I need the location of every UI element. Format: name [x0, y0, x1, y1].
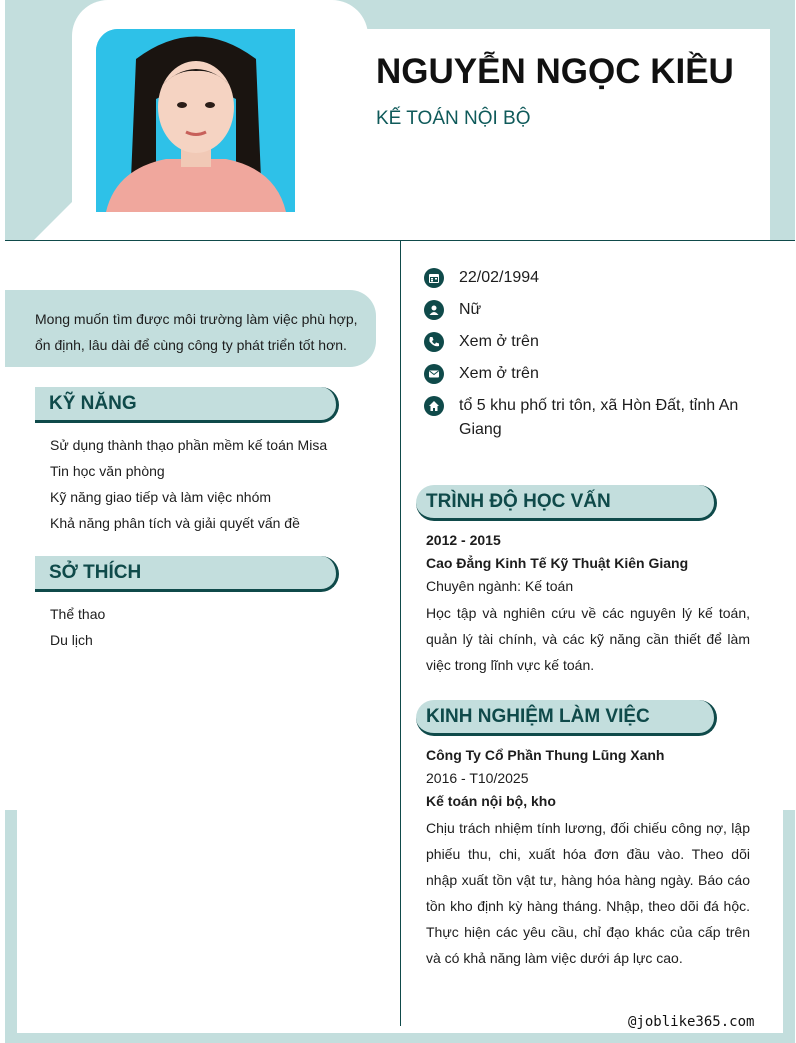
list-item: Khả năng phân tích và giải quyết vấn đề — [50, 515, 300, 531]
education-entry — [426, 529, 750, 678]
email-text: Xem ở trên — [459, 365, 539, 382]
experience-description: Chịu trách nhiệm tính lương, đối chiếu công nợ, lập phiếu thu, chi, xuất hóa đơn đầu vào. Theo dõi nhập xuất tồn vật tư, hàng hóa hàng ngày. Báo cáo tồn kho định kỳ hàng tháng. Nhập, theo dõi đá hộc. Thực hiện các yêu cầu, chỉ đạo khác của cấp trên và có khả năng làm việc dưới áp lực cao. — [426, 820, 750, 966]
birthdate-text: 22/02/1994 — [459, 269, 540, 286]
list-item: Thể thao — [50, 606, 106, 622]
person-icon — [424, 300, 444, 320]
education-heading: TRÌNH ĐỘ HỌC VẤN — [416, 485, 717, 521]
contact-email — [424, 362, 759, 386]
list-item: Kỹ năng giao tiếp và làm việc nhóm — [50, 489, 272, 505]
home-icon — [424, 396, 444, 416]
contact-gender — [424, 298, 759, 322]
hobbies-heading: SỞ THÍCH — [35, 556, 339, 592]
avatar — [96, 29, 295, 212]
email-icon — [424, 364, 444, 384]
portrait-photo — [96, 29, 295, 212]
experience-position: Kế toán nội bộ, kho — [426, 793, 556, 809]
watermark-url: @joblike365.com — [628, 1014, 755, 1030]
experience-entry — [426, 744, 750, 971]
education-major: Chuyên ngành: Kế toán — [426, 578, 574, 594]
experience-heading: KINH NGHIỆM LÀM VIỆC — [416, 700, 717, 736]
hobbies-list — [50, 601, 105, 653]
gender-text: Nữ — [459, 301, 482, 318]
job-title: KẾ TOÁN NỘI BỘ — [376, 108, 531, 129]
skills-heading: KỸ NĂNG — [35, 387, 339, 423]
phone-text: Xem ở trên — [459, 333, 539, 350]
skills-list — [50, 432, 327, 536]
corner-decoration — [34, 198, 76, 240]
list-item: Du lịch — [50, 632, 93, 648]
education-description: Học tập và nghiên cứu về các nguyên lý kế toán, quản lý tài chính, và các kỹ năng cần thiết để làm việc trong lĩnh vực kế toán. — [426, 605, 750, 673]
contact-phone — [424, 330, 759, 354]
column-divider — [400, 240, 401, 1026]
career-objective: Mong muốn tìm được môi trường làm việc phù hợp, ổn định, lâu dài để cùng công ty phát triển tốt hơn. — [5, 290, 376, 367]
list-item: Tin học văn phòng — [50, 463, 165, 479]
list-item: Sử dụng thành thạo phần mềm kế toán Misa — [50, 437, 328, 453]
education-school: Cao Đẳng Kinh Tế Kỹ Thuật Kiên Giang — [426, 555, 689, 571]
contact-address — [424, 394, 759, 442]
experience-period: 2016 - T10/2025 — [426, 770, 529, 786]
candidate-name: NGUYỄN NGỌC KIỀU — [376, 52, 734, 91]
contact-birthdate — [424, 266, 759, 290]
calendar-icon — [424, 268, 444, 288]
education-period: 2012 - 2015 — [426, 532, 501, 548]
experience-company: Công Ty Cổ Phần Thung Lũng Xanh — [426, 747, 665, 763]
phone-icon — [424, 332, 444, 352]
address-text: tổ 5 khu phố tri tôn, xã Hòn Đất, tỉnh An Giang — [459, 397, 739, 438]
